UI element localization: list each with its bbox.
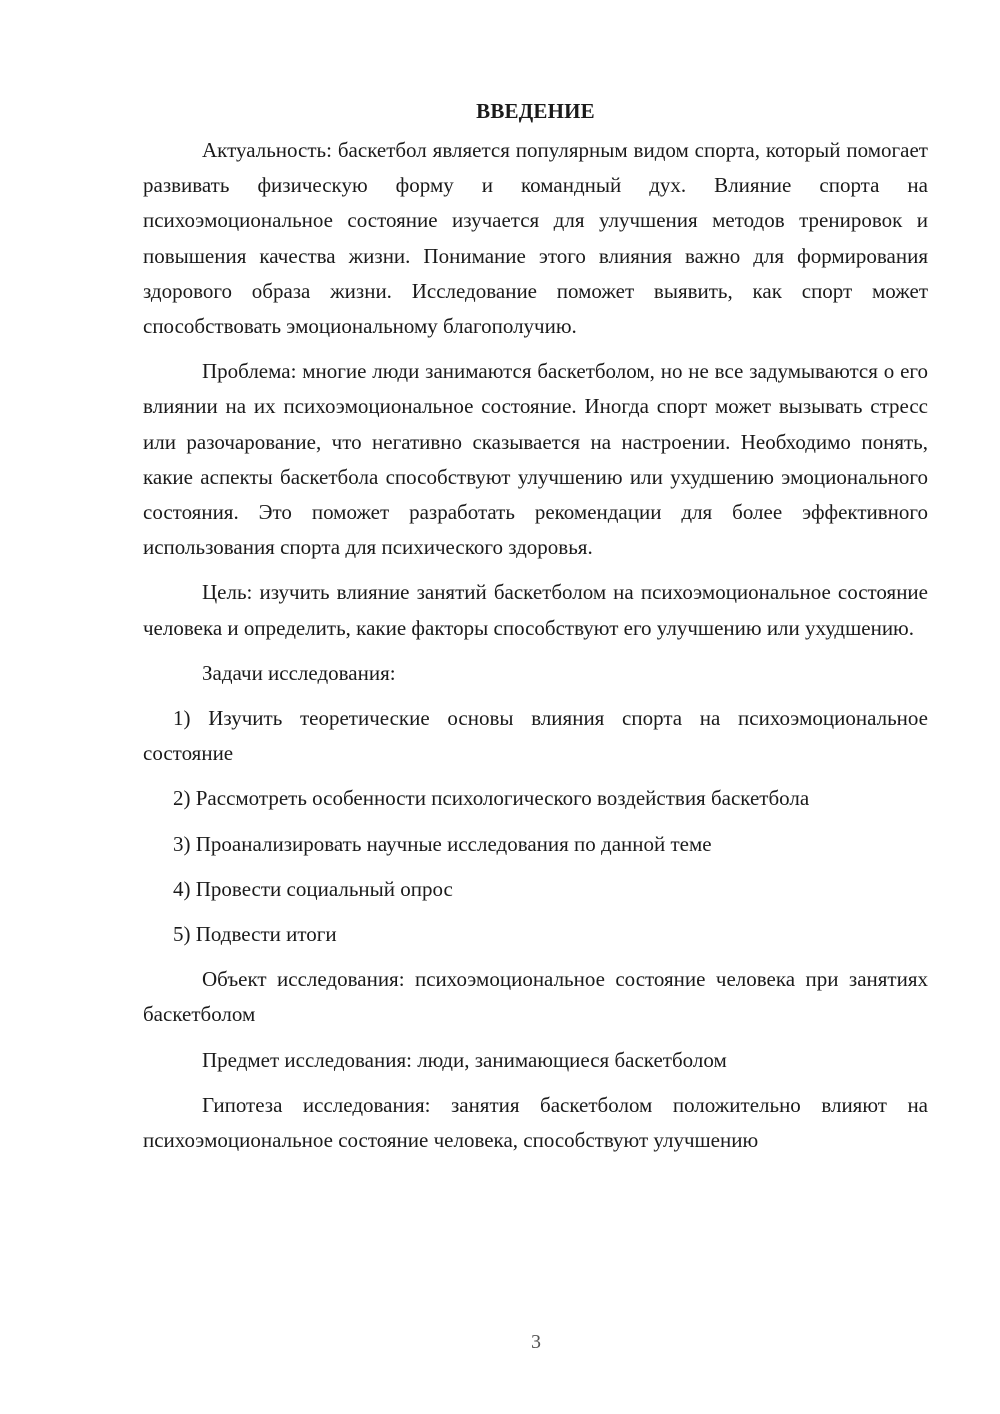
tasks-heading: Задачи исследования: xyxy=(202,660,396,685)
relevance-paragraph: Актуальность: баскетбол является популярным видом спорта, который помогает развивать физическую форму и командный дух. Влияние спорта на психоэмоциональное состояние изучается для улучшения методов тренировок и повышения качества жизни. Понимание этого влияния важно для формирования здорового образа жизни. Исследование поможет выявить, как спорт может способствовать эмоциональному благополучию. xyxy=(143,138,928,339)
tasks-list xyxy=(143,701,928,952)
research-object-paragraph: Объект исследования: психоэмоциональное состояние человека при занятиях баскетболом xyxy=(143,967,928,1027)
page-number: 3 xyxy=(531,1331,541,1353)
goal-paragraph: Цель: изучить влияние занятий баскетболом на психоэмоциональное состояние человека и определить, какие факторы способствуют его улучшению или ухудшению. xyxy=(143,580,928,640)
page-body xyxy=(143,94,928,1168)
section-title: ВВЕДЕНИЕ xyxy=(476,99,595,123)
list-item: 1) Изучить теоретические основы влияния спорта на психоэмоциональное состояние xyxy=(143,706,928,766)
list-item: 2) Рассмотреть особенности психологического воздействия баскетбола xyxy=(173,786,810,811)
problem-paragraph: Проблема: многие люди занимаются баскетболом, но не все задумываются о его влиянии на их психоэмоциональное состояние. Иногда спорт может вызывать стресс или разочарование, что негативно сказывается на настроении. Необходимо понять, какие аспекты баскетбола способствуют улучшению или ухудшению эмоционального состояния. Это поможет разработать рекомендации для более эффективного использования спорта для психического здоровья. xyxy=(143,359,928,560)
list-item: 3) Проанализировать научные исследования по данной теме xyxy=(173,831,712,856)
list-item: 5) Подвести итоги xyxy=(173,922,337,947)
research-subject-paragraph: Предмет исследования: люди, занимающиеся баскетболом xyxy=(202,1047,727,1072)
list-item: 4) Провести социальный опрос xyxy=(173,876,453,901)
hypothesis-paragraph: Гипотеза исследования: занятия баскетболом положительно влияют на психоэмоциональное состояние человека, способствуют улучшению xyxy=(143,1092,928,1153)
